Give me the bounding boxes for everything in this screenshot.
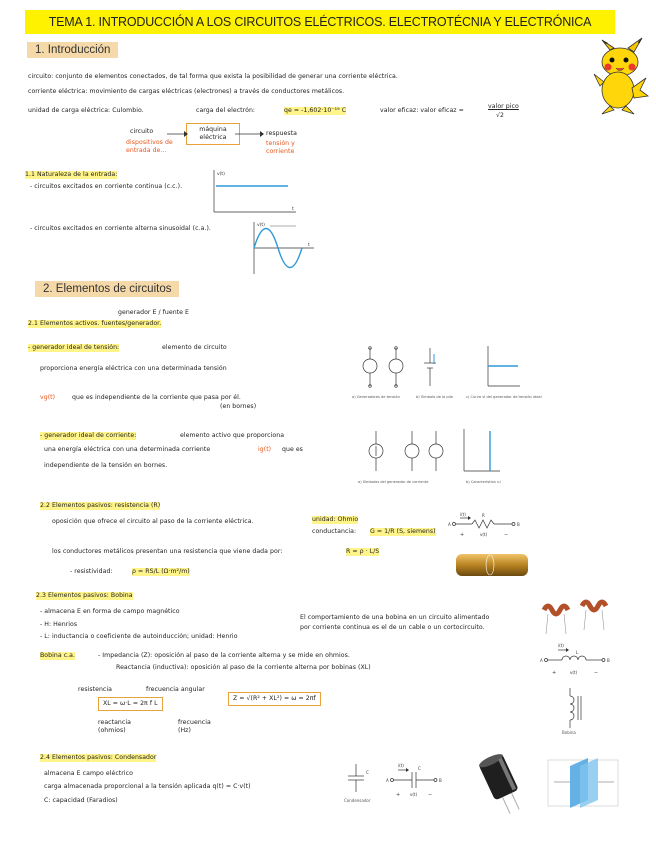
diagram-response-label: respuesta xyxy=(266,130,297,137)
resistor-plus: + xyxy=(460,532,465,538)
resistor-i-label: i(t) xyxy=(460,512,466,517)
dc-graph-t-label: t xyxy=(292,207,294,212)
capacitor-a-label: A xyxy=(386,778,389,783)
resistance-line2: los conductores metálicos presentan una resistencia que viene dada por: xyxy=(52,548,283,555)
vgen-caption-a: a) Generadores de tensión xyxy=(352,395,400,399)
intro-line-charge-unit: unidad de carga eléctrica: Culombio. xyxy=(28,107,144,114)
coil-impedance-formula: Z = √(R² + XL²) = ω = 2πf xyxy=(228,692,321,706)
capacitor-plates-figure xyxy=(540,752,624,816)
resistance-conductance-formula: G = 1/R (S, siemens) xyxy=(370,528,436,535)
resistance-conductance-label: conductancia: xyxy=(312,528,357,535)
coil-photo xyxy=(538,596,618,636)
capacitor-minus: − xyxy=(428,792,433,798)
ig-symbol: ig(t) xyxy=(258,446,272,453)
inductor-v-label: v(t) xyxy=(570,670,578,675)
input-types-heading: 1.1 Naturaleza de la entrada: xyxy=(25,171,118,178)
dc-circuits-line: - circuitos excitados en corriente continua (c.c.). xyxy=(30,183,183,190)
conductor-photo xyxy=(452,546,532,582)
capacitor-caption: Condensador xyxy=(344,798,371,803)
mascot-image xyxy=(588,38,650,116)
capacitor-c-label: C xyxy=(418,766,421,771)
resistor-minus: − xyxy=(504,532,509,538)
section-heading-elements: 2. Elementos de circuitos xyxy=(35,281,179,297)
inductor-i-label: i(t) xyxy=(558,643,564,648)
ac-graph xyxy=(250,218,316,278)
voltage-generator-figure xyxy=(350,340,542,404)
capacitor-line2: carga almacenada proporcional a la tensión aplicada q(t) = C·v(t) xyxy=(44,783,251,790)
resistor-symbol xyxy=(448,510,528,540)
coil-eq-bottom2: frecuencia (Hz) xyxy=(178,719,211,734)
coil-eq-bottom1: reactancia (ohmios) xyxy=(98,719,131,734)
capacitor-v-label: v(t) xyxy=(410,792,418,797)
current-generator-heading: - generador ideal de corriente: xyxy=(40,432,137,439)
coil-reactance: Reactancia (inductiva): oposición al paso de la corriente alterna por bobinas (XL) xyxy=(116,664,371,671)
inductor-a-label: A xyxy=(540,658,543,663)
current-generator-line3: independiente de la tensión en bornes. xyxy=(44,462,168,469)
coil-caption: Bobina xyxy=(562,730,576,735)
voltage-generator-line3b: (en bornes) xyxy=(220,403,257,410)
igen-caption-b: b) Característica v-i xyxy=(466,480,502,484)
resistor-r-label: R xyxy=(482,513,485,518)
diagram-arrows xyxy=(165,128,275,140)
resistance-heading: 2.2 Elementos pasivos: resistencia (R) xyxy=(40,502,161,509)
capacitor-plus: + xyxy=(396,792,401,798)
coil-dc-behaviour-1: El comportamiento de una bobina en un circuito alimentado xyxy=(300,614,490,621)
ac-graph-t-label: t xyxy=(308,243,310,248)
voltage-generator-heading: - generador ideal de tensión: xyxy=(28,344,120,351)
voltage-generator-line3: que es independiente de la corriente que pasa por él. xyxy=(72,394,241,401)
igen-caption-a: a) Símbolos del generador de corriente xyxy=(358,480,429,484)
page-title: TEMA 1. INTRODUCCIÓN A LOS CIRCUITOS ELÉCTRICOS. ELECTROTÉCNIA Y ELECTRÓNICA xyxy=(25,10,615,34)
coil-eq-top2: frecuencia angular xyxy=(146,686,205,693)
resistor-b-label: B xyxy=(517,522,520,527)
ac-circuits-line: - circuitos excitados en corriente alterna sinusoidal (c.a.). xyxy=(30,225,211,232)
voltage-generator-line2: proporciona energía eléctrica con una determinada tensión xyxy=(40,365,227,372)
coil-line1: - almacena E en forma de campo magnético xyxy=(40,608,180,615)
coil-heading: 2.3 Elementos pasivos: Bobina xyxy=(36,592,133,599)
current-generator-line2: una energía eléctrica con una determinada corriente xyxy=(44,446,211,453)
resistance-formula: R = ρ · L/S xyxy=(346,548,380,555)
inductor-l-label: L xyxy=(576,650,579,655)
diagram-circuit-label: circuito xyxy=(130,128,154,135)
active-elements-top: generador E / fuente E xyxy=(118,309,189,316)
resistor-a-label: A xyxy=(448,522,451,527)
intro-line-circuit: circuito: conjunto de elementos conectados, de tal forma que exista la posibilidad de generar una corriente eléctrica. xyxy=(28,73,398,80)
inductor-plus: + xyxy=(552,670,557,676)
voltage-generator-line1: elemento de circuito xyxy=(162,344,227,351)
dc-graph-v-label: v(t) xyxy=(217,172,225,177)
capacitor-photo xyxy=(474,752,530,816)
ac-graph-v-label: v(t) xyxy=(257,223,265,228)
resistor-v-label: v(t) xyxy=(480,532,488,537)
diagram-circuit-sub: dispositivos de entrada de... xyxy=(126,139,173,154)
inductor-b-label: B xyxy=(607,658,610,663)
inductor-symbol xyxy=(540,640,614,680)
peak-value-label: valor pico xyxy=(488,103,519,110)
capacitor-heading: 2.4 Elementos pasivos: Condensador xyxy=(40,754,157,761)
coil-line2: - H: Henrios xyxy=(40,621,78,628)
coil-eq-top1: resistencia xyxy=(78,686,112,693)
resistivity-label: - resistividad: xyxy=(70,568,113,575)
resistance-line1: oposición que ofrece el circuito al paso de la corriente eléctrica. xyxy=(52,518,254,525)
intro-line-electron: carga del electrón: xyxy=(196,107,256,114)
capacitor-c-label-left: C xyxy=(366,770,369,775)
coil-line3: - L: inductancia o coeficiente de autoinducción; unidad: Henrio xyxy=(40,633,238,640)
resistivity-formula: ρ = RS/L (Ω·m²/m) xyxy=(132,568,190,575)
capacitor-symbol xyxy=(340,760,460,806)
electron-charge-value: qe = -1,602·10⁻¹⁹ C xyxy=(284,107,347,114)
section-heading-intro: 1. Introducción xyxy=(27,42,118,58)
vgen-caption-b: b) Símbolo de la pila xyxy=(416,395,453,399)
dc-graph xyxy=(208,168,300,218)
diagram-response-sub: tensión y corriente xyxy=(266,140,295,155)
current-generator-line1: elemento activo que proporciona xyxy=(180,432,285,439)
intro-line-effective: valor eficaz: valor eficaz = xyxy=(380,107,464,114)
resistance-unit: unidad: Ohmio xyxy=(312,516,359,523)
inductor-minus: − xyxy=(594,670,599,676)
capacitor-i-label: i(t) xyxy=(398,763,404,768)
coil-ac-label: Bobina c.a. xyxy=(40,652,76,659)
current-generator-figure xyxy=(354,425,504,487)
capacitor-b-label: B xyxy=(439,778,442,783)
vgen-caption-c: c) Curva vi del generador de tensión ideal xyxy=(466,395,542,399)
capacitor-line3: C: capacidad (Faradios) xyxy=(44,797,118,804)
diagram-machine-box: máquina eléctrica xyxy=(186,123,240,145)
coil-vertical-symbol xyxy=(556,686,592,736)
coil-reactance-formula: XL = ω·L = 2π f L xyxy=(98,697,163,711)
coil-dc-behaviour-2: por corriente continua es el de un cable o un cortocircuito. xyxy=(300,624,485,631)
intro-line-current: corriente eléctrica: movimiento de cargas eléctricas (electrones) a través de conductores metálicos. xyxy=(28,88,345,95)
active-elements-heading: 2.1 Elementos activos. fuentes/generador. xyxy=(28,320,162,327)
sqrt-two-label: √2 xyxy=(496,112,504,119)
current-generator-line2c: que es xyxy=(282,446,303,453)
vg-symbol: vg(t) xyxy=(40,394,56,401)
coil-impedance: - Impedancia (Z): oposición al paso de la corriente alterna y se mide en ohmios. xyxy=(98,652,350,659)
capacitor-line1: almacena E campo eléctrico xyxy=(44,770,133,777)
